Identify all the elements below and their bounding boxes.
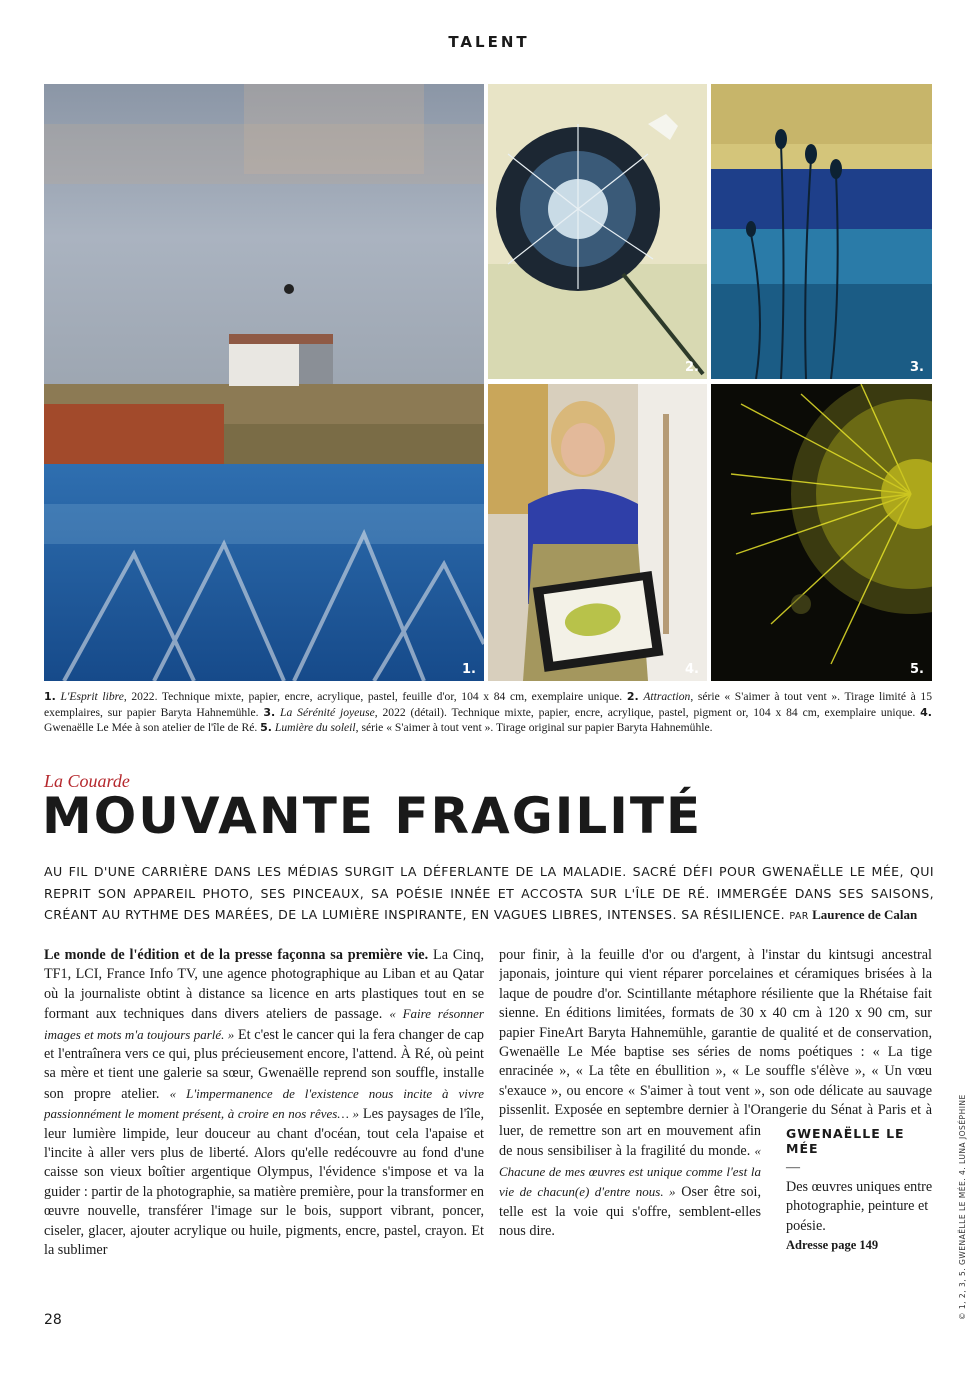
page-number: 28 [44, 1312, 62, 1328]
byline: Laurence de Calan [808, 907, 918, 922]
location-kicker: La Couarde [44, 771, 130, 791]
artist-sidebar [786, 1126, 936, 1253]
section-tag: TALENT [448, 33, 530, 51]
sidebar-address: Adresse page 149 [786, 1238, 879, 1253]
artwork-photo-4 [488, 384, 707, 681]
sidebar-dash: — [786, 1160, 800, 1175]
artwork-photo-1 [44, 84, 484, 681]
article-column-left: Le monde de l'édition et de la presse façonna sa première vie. La Cinq, TF1, LCI, France Info TV, une agence photographique au Liban et au Qatar où la journaliste obtint à distance sa licence en arts plastiques tout en se formant aux techniques dans divers ateliers de passage. « Faire résonner images et mots m'a toujours parlé. » Et c'est le cancer qui la fera changer de cap et l'entraînera vers ce qui, plus précieusement encore, l'attend. À Ré, où peint sa mère et tient une galerie sa sœur, Gwenaëlle reprend son souffle, installe son propre atelier. « L'impermanence de l'existence nous incite à vivre passionnément le moment présent, à croire en nos rêves… » Les paysages de l'île, leur lumière limpide, leur douceur au chant d'océan, tout cela l'apaise et l'incite à aller vers plus de liberté. Alors qu'elle redécouvre au fond d'une caisse son vieux boîtier argentique Olympus, l'évidence s'impose et va la guider : partir de la photographie, sa matière première, pour la transformer en œuvre nouvelle, transférer l'image sur le bois, support vibrant, poncer, ciseler, glacer, ajouter acrylique ou huile, pigments, encre, pastel, crayon. Et la sublimer [44, 947, 484, 1259]
sidebar-title: GWENAËLLE LE MÉE [786, 1126, 905, 1156]
artwork-photo-5 [711, 384, 932, 681]
article-dek: AU FIL D'UNE CARRIÈRE DANS LES MÉDIAS SURGIT LA DÉFERLANTE DE LA MALADIE. SACRÉ DÉFI POUR GWENAËLLE LE MÉE, QUI REPRIT SON APPAREIL PHOTO, SES PINCEAUX, SA POÉSIE INNÉE ET ACCOSTA SUR L'ÎLE DE RÉ. IMMERGÉE DANS SES SAISONS, CRÉANT AU RYTHME DES MARÉES, DE LA LUMIÈRE INSPIRANTE, EN VAGUES LIBRES, INTENSES. SA RÉSILIENCE. PAR Laurence de Calan [44, 864, 934, 922]
article-lede: Le monde de l'édition et de la presse façonna sa première vie. [44, 947, 429, 963]
article-column-right-end: luer, de remettre son art en mouvement afin de nous sensibiliser à la fragilité du monde. « Chacune de mes œuvres est unique comme l'est la vie de chacun(e) d'entre nous. » Oser être soi, telle est la voie qui s'offre, semblent-elles nous dire. [499, 1123, 761, 1240]
photo-credit: © 1, 2, 3, 5. GWENAËLLE LE MÉE. 4. LUNA JOSÉPHINE [958, 1094, 967, 1320]
photo-caption: 1. L'Esprit libre, 2022. Technique mixte, papier, encre, acrylique, pastel, feuille d'or, 104 x 84 cm, exemplaire unique. 2. Attraction, série « S'aimer à tout vent ». Tirage limité à 15 exemplaires, sur papier Baryta Hahnemühle. 3. La Sérénité joyeuse, 2022 (détail). Technique mixte, papier, encre, acrylique, pastel, pigment or, 104 x 84 cm, exemplaire unique. 4. Gwenaëlle Le Mée à son atelier de l'île de Ré. 5. Lumière du soleil, série « S'aimer à tout vent ». Tirage original sur papier Baryta Hahnemühle. [44, 690, 933, 735]
photo-number: 2. [685, 360, 699, 375]
artwork-photo-2 [488, 84, 707, 379]
sidebar-body: Des œuvres uniques entre photographie, peinture et poésie. [786, 1179, 933, 1234]
article-headline: MOUVANTE FRAGILITÉ [42, 787, 703, 845]
artwork-photo-3 [711, 84, 932, 379]
photo-number: 4. [685, 662, 699, 677]
photo-number: 1. [462, 662, 476, 677]
photo-number: 3. [910, 360, 924, 375]
article-column-right: pour finir, à la feuille d'or ou d'argent, à l'instar du kintsugi ancestral japonais, jointure qui vient réparer porcelaines et céramiques brisées à la laque de poudre d'or. Scintillante métaphore résiliente que la Rhétaise fait sienne. En éditions limitées, formats de 30 x 40 cm à 120 x 90 cm, sur papier FineArt Baryta Hahnemühle, garantie de qualité et de conservation, Gwenaëlle Le Mée baptise ses séries de noms poétiques : « La tige enracinée », « La tête en ébullition », « Le souffle s'élève », « Un vœu s'exauce », ou encore « S'aimer à tout vent », son ode délicate au sauvage pissenlit. Exposée en septembre dernier à l'Orangerie du Sénat à Paris et à [499, 947, 932, 1119]
photo-number: 5. [910, 662, 924, 677]
